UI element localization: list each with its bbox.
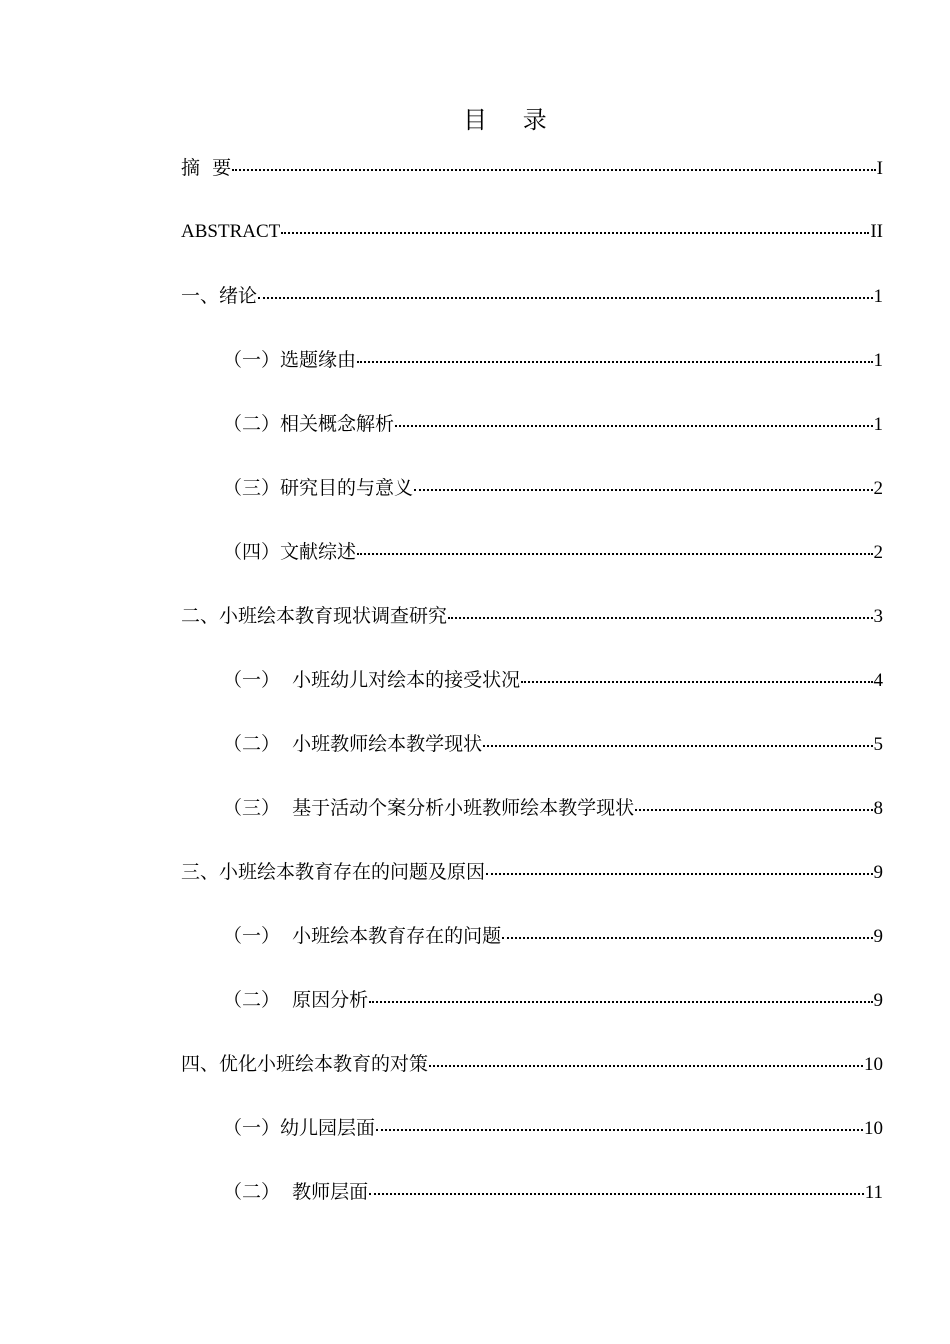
toc-entry-page: 3 — [873, 606, 883, 627]
toc-entry-page: 4 — [873, 670, 883, 691]
toc-entry-page: 5 — [873, 734, 883, 755]
toc-entry-label: （三）研究目的与意义 — [223, 477, 414, 499]
toc-entry[interactable] — [181, 216, 883, 280]
toc-entry-page: 1 — [873, 350, 883, 371]
toc-entry-label: （一）幼儿园层面 — [223, 1117, 376, 1139]
toc-entry-page: 11 — [864, 1182, 883, 1203]
dot-leader — [369, 999, 872, 1003]
toc-entry-label: （二） 教师层面 — [223, 1181, 369, 1203]
toc-entry-page: II — [870, 221, 883, 242]
dot-leader — [486, 871, 872, 875]
dot-leader — [448, 615, 872, 619]
toc-entry[interactable] — [181, 984, 883, 1048]
toc-entry-label: （二）相关概念解析 — [223, 413, 395, 435]
toc-entry-page: 10 — [864, 1054, 883, 1075]
toc-entry[interactable] — [181, 1176, 883, 1240]
toc-entry[interactable] — [181, 600, 883, 664]
dot-leader — [258, 295, 872, 299]
toc-entry-label: 三、小班绘本教育存在的问题及原因 — [181, 861, 486, 883]
dot-leader — [635, 807, 872, 811]
toc-entry[interactable] — [181, 1112, 883, 1176]
toc-entry-label: ABSTRACT — [181, 221, 281, 242]
toc-entry-page: 1 — [873, 414, 883, 435]
dot-leader — [281, 230, 869, 234]
toc-entry-page: 10 — [864, 1118, 883, 1139]
toc-entry-page: 2 — [873, 542, 883, 563]
toc-entry-label: （二） 原因分析 — [223, 989, 369, 1011]
toc-entry[interactable] — [181, 344, 883, 408]
toc-entry-page: 2 — [873, 478, 883, 499]
dot-leader — [483, 743, 872, 747]
toc-entry-label: （一） 小班幼儿对绘本的接受状况 — [223, 669, 521, 691]
toc-entry[interactable] — [181, 920, 883, 984]
toc-entry[interactable] — [181, 472, 883, 536]
dot-leader — [395, 423, 872, 427]
toc-entry-label: （一） 小班绘本教育存在的问题 — [223, 925, 502, 947]
toc-entry[interactable] — [181, 856, 883, 920]
toc-entry-label: 一、绪论 — [181, 285, 258, 307]
toc-entry-label: 四、优化小班绘本教育的对策 — [181, 1053, 429, 1075]
dot-leader — [429, 1063, 863, 1067]
toc-entry[interactable] — [181, 1048, 883, 1112]
toc-entry[interactable] — [181, 792, 883, 856]
toc-title: 目 录 — [463, 106, 561, 134]
dot-leader — [369, 1191, 864, 1195]
toc-entry-page: 1 — [873, 286, 883, 307]
dot-leader — [414, 487, 872, 491]
toc-entry-label: 二、小班绘本教育现状调查研究 — [181, 605, 448, 627]
toc-entry-page: 8 — [873, 798, 883, 819]
dot-leader — [357, 551, 872, 555]
toc-entry-label: 摘 要 — [181, 157, 232, 179]
toc-entry-page: 9 — [873, 990, 883, 1011]
toc-entry[interactable] — [181, 664, 883, 728]
toc-entry[interactable] — [181, 408, 883, 472]
toc-entry-label: （三） 基于活动个案分析小班教师绘本教学现状 — [223, 797, 635, 819]
dot-leader — [521, 679, 872, 683]
toc-entry-label: （一）选题缘由 — [223, 349, 357, 371]
dot-leader — [376, 1127, 863, 1131]
toc-entry-page: 9 — [873, 926, 883, 947]
toc-entry[interactable] — [181, 536, 883, 600]
toc-entry[interactable] — [181, 728, 883, 792]
dot-leader — [502, 935, 872, 939]
toc-entry-page: I — [876, 158, 883, 179]
dot-leader — [357, 359, 872, 363]
toc-entry[interactable] — [181, 280, 883, 344]
toc-entry-page: 9 — [873, 862, 883, 883]
dot-leader — [232, 167, 876, 171]
toc-entry-label: （四）文献综述 — [223, 541, 357, 563]
toc-entry-label: （二） 小班教师绘本教学现状 — [223, 733, 483, 755]
table-of-contents — [181, 152, 883, 1240]
toc-entry[interactable] — [181, 152, 883, 216]
